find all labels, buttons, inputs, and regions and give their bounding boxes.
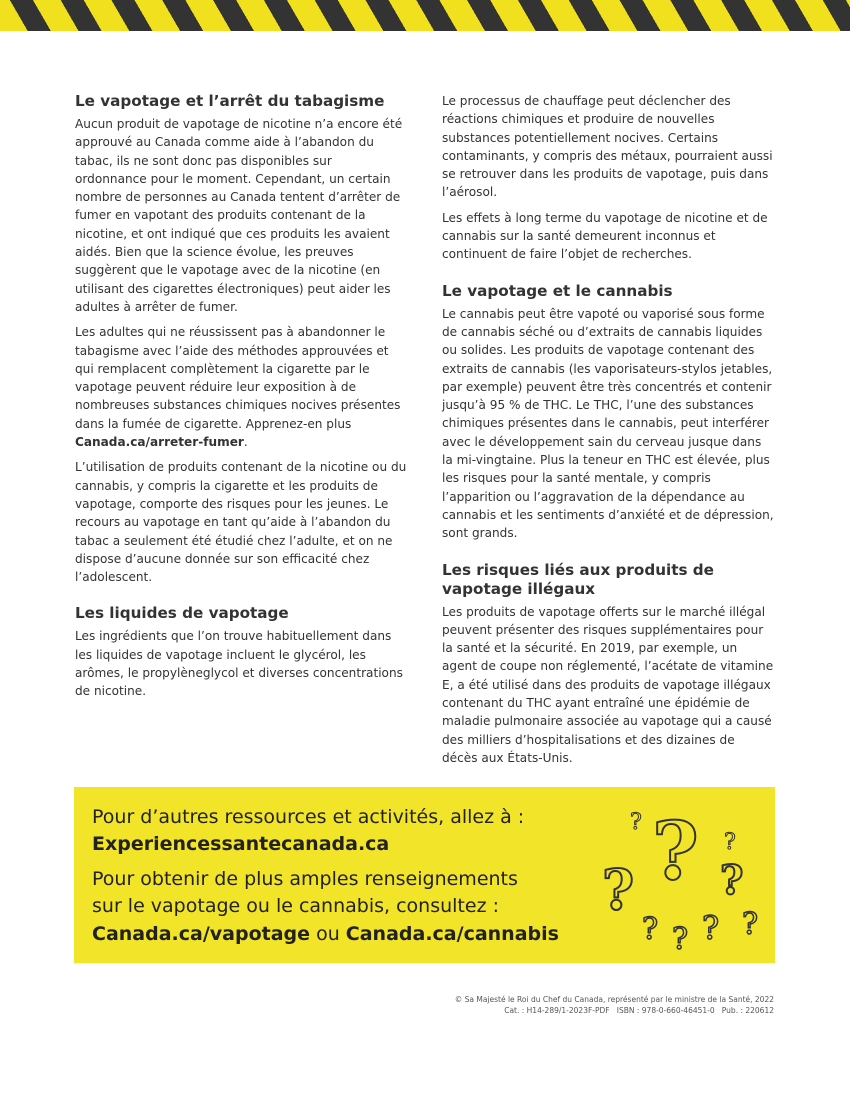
paragraph: Les ingrédients que l’on trouve habituellement dans les liquides de vapotage incluent le glycérol, les arômes, le propylèneglycol et diverses concentrations de nicotine.	[75, 629, 403, 699]
banner-line: Pour obtenir de plus amples renseignements	[92, 868, 518, 890]
banner-line: Pour d’autres ressources et activités, allez à :	[92, 806, 525, 828]
svg-text:?: ?	[652, 804, 699, 898]
paragraph: Les adultes qui ne réussissent pas à abandonner le tabagisme avec l’aide des méthodes approuvées et qui remplacent complètement la cigarette par le vapotage peuvent réduire leur exposition à de nombreuses substances chimiques nocives présentes dans la fumée de cigarette. Apprenez-en plus Canada.ca/arreter-fumer.	[75, 325, 401, 450]
left-column	[75, 92, 407, 708]
svg-text:?: ?	[742, 907, 759, 942]
heading-vaping-liquids: Les liquides de vapotage	[75, 604, 289, 623]
svg-text:?: ?	[672, 922, 689, 957]
banner-line: sur le vapotage ou le cannabis, consultez :	[92, 895, 499, 917]
svg-text:?: ?	[630, 810, 642, 835]
resources-banner	[74, 787, 775, 963]
paragraph-text: Les adultes qui ne réussissent pas à abandonner le tabagisme avec l’aide des méthodes approuvées et qui remplacent complètement la cigarette par le vapotage peuvent réduire leur exposition à de nombreuses substances chimiques nocives présentes dans la fumée de cigarette. Apprenez-en plus	[75, 325, 401, 431]
paragraph: Aucun produit de vapotage de nicotine n’a encore été approuvé au Canada comme aide à l’abandon du tabac, ils ne sont donc pas disponibles sur ordonnance pour le moment. Cependant, un certain nombre de personnes au Canada tentent d’arrêter de fumer en vapotant des produits contenant de la nicotine, et ont indiqué que ces produits les avaient aidés. Bien que la science évolue, les preuves suggèrent que le vapotage avec de la nicotine (en utilisant des cigarettes électroniques) peut aider les adultes à arrêter de fumer.	[75, 117, 403, 314]
svg-text:?: ?	[724, 830, 736, 855]
copyright: © Sa Majesté le Roi du Chef du Canada, représenté par le ministre de la Santé, 2022	[454, 995, 774, 1004]
heading-vaping-quitting: Le vapotage et l’arrêt du tabagisme	[75, 92, 385, 110]
svg-text:?: ?	[702, 909, 720, 947]
heading-vaping-cannabis: Le vapotage et le cannabis	[442, 281, 673, 300]
caution-stripe-banner	[0, 0, 850, 31]
paragraph: L’utilisation de produits contenant de la nicotine ou du cannabis, y compris la cigarette et les produits de vapotage, comporte des risques pour les jeunes. Le recours au vapotage en tant qu’aide à l’abandon du tabac a seulement été étudié chez l’adulte, et on ne dispose d’aucune donnée sur son efficacité chez l’adolescent.	[75, 460, 407, 585]
paragraph: Le processus de chauffage peut déclencher des réactions chimiques et produire de nouvelles substances potentiellement nocives. Certains contaminants, y compris des métaux, pourraient aussi se retrouver dans les produits de vapotage, puis dans l’aérosol.	[442, 94, 773, 200]
heading-illegal-products: Les risques liés aux produits de vapotage illégaux	[442, 560, 714, 598]
right-column	[442, 92, 774, 774]
cannabis-link[interactable]: Canada.ca/cannabis	[345, 923, 559, 945]
experience-link[interactable]: Experiencessantecanada.ca	[92, 833, 390, 855]
paragraph: Les produits de vapotage offerts sur le marché illégal peuvent présenter des risques supplémentaires pour la santé et la sécurité. En 2019, par exemple, un agent de coupe non réglementé, l’acétate de vitamine E, a été utilisé dans des produits de vapotage illégaux contenant du THC ayant entraîné une épidémie de maladie pulmonaire associée au vapotage qui a causé des milliers d’hospitalisations et des dizaines de décès aux États-Unis.	[442, 604, 774, 765]
catalog-info: Cat. : H14-289/1-2023F-PDF ISBN : 978-0-660-46451-0 Pub. : 220612	[504, 1006, 774, 1015]
paragraph: Les effets à long terme du vapotage de nicotine et de cannabis sur la santé demeurent inconnus et continuent de faire l’objet de recherches.	[442, 210, 768, 262]
paragraph: Le cannabis peut être vapoté ou vaporisé sous forme de cannabis séché ou d’extraits de cannabis liquides ou solides. Les produits de vapotage contenant des extraits de cannabis (les vaporisateurs-stylos jetables, par exemple) peuvent être très concentrés et contenir jusqu’à 95 % de THC. Le THC, l’une des substances chimiques présentes dans le cannabis, peut interférer avec le développement sain du cerveau jusque dans la mi-vingtaine. Plus la teneur en THC est élevée, plus les risques pour la santé mentale, y compris l’apparition ou l’aggravation de la dépendance au cannabis et les sentiments d’anxiété et de dépression, sont grands.	[442, 306, 774, 541]
quit-smoking-link[interactable]: Canada.ca/arreter-fumer	[75, 435, 244, 450]
svg-text:?: ?	[642, 912, 659, 947]
footer	[455, 994, 774, 1016]
question-marks-illustration	[602, 799, 772, 959]
or-text: ou	[316, 923, 340, 945]
svg-text:?: ?	[720, 857, 744, 904]
svg-text:?: ?	[602, 857, 635, 922]
vaping-link[interactable]: Canada.ca/vapotage	[92, 923, 311, 945]
